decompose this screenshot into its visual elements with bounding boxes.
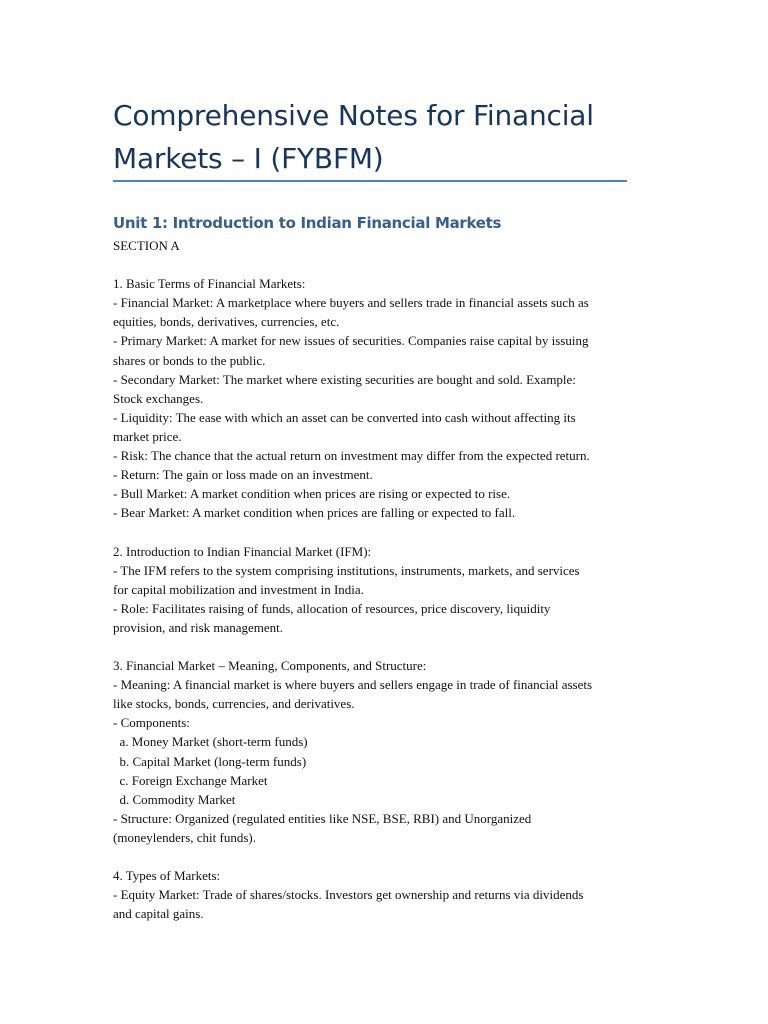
text-line: shares or bonds to the public. bbox=[113, 352, 266, 368]
text-line: for capital mobilization and investment in India. bbox=[113, 581, 364, 597]
text-line: - Meaning: A financial market is where buyers and sellers engage in trade of financial assets bbox=[113, 677, 593, 693]
text-line: 4. Types of Markets: bbox=[113, 868, 221, 884]
text-line: - Components: bbox=[113, 715, 190, 731]
text-line: - Role: Facilitates raising of funds, allocation of resources, price discovery, liquidity bbox=[113, 600, 551, 616]
text-line: a. Money Market (short-term funds) bbox=[113, 734, 308, 750]
text-line: equities, bonds, derivatives, currencies, etc. bbox=[113, 314, 340, 330]
text-line: Stock exchanges. bbox=[113, 390, 204, 406]
blank-line bbox=[113, 522, 658, 541]
text-line: - Bull Market: A market condition when prices are rising or expected to rise. bbox=[113, 486, 511, 502]
text-line: 1. Basic Terms of Financial Markets: bbox=[113, 276, 306, 292]
text-line: provision, and risk management. bbox=[113, 619, 284, 635]
text-line: - Structure: Organized (regulated entities like NSE, BSE, RBI) and Unorganized bbox=[113, 810, 532, 826]
text-line: - Secondary Market: The market where existing securities are bought and sold. Example: bbox=[113, 371, 576, 387]
document-title bbox=[113, 94, 633, 180]
text-line: b. Capital Market (long-term funds) bbox=[113, 753, 307, 769]
title-line-2: Markets – I (FYBFM) bbox=[113, 142, 384, 175]
title-underline bbox=[113, 180, 627, 182]
text-line: like stocks, bonds, currencies, and derivatives. bbox=[113, 696, 355, 712]
text-line: (moneylenders, chit funds). bbox=[113, 829, 256, 845]
blank-line bbox=[113, 637, 658, 656]
text-line: and capital gains. bbox=[113, 906, 204, 922]
text-line: - Liquidity: The ease with which an asset can be converted into cash without affecting its bbox=[113, 409, 576, 425]
section-label: SECTION A bbox=[113, 238, 180, 253]
text-line: - Financial Market: A marketplace where buyers and sellers trade in financial assets such as bbox=[113, 295, 589, 311]
text-line: d. Commodity Market bbox=[113, 791, 236, 807]
title-line-1: Comprehensive Notes for Financial bbox=[113, 99, 594, 132]
text-line: - Primary Market: A market for new issues of securities. Companies raise capital by issuing bbox=[113, 333, 589, 349]
text-line: 2. Introduction to Indian Financial Market (IFM): bbox=[113, 543, 372, 559]
text-line: c. Foreign Exchange Market bbox=[113, 772, 268, 788]
text-line: - Bear Market: A market condition when prices are falling or expected to fall. bbox=[113, 505, 516, 521]
text-line: market price. bbox=[113, 428, 182, 444]
text-line: 3. Financial Market – Meaning, Components, and Structure: bbox=[113, 658, 427, 674]
text-line: - Equity Market: Trade of shares/stocks. Investors get ownership and returns via dividends bbox=[113, 887, 584, 903]
blank-line bbox=[113, 847, 658, 866]
unit-heading: Unit 1: Introduction to Indian Financial Markets bbox=[113, 214, 502, 232]
text-line: - Risk: The chance that the actual return on investment may differ from the expected return. bbox=[113, 448, 590, 464]
body-text bbox=[113, 236, 658, 923]
blank-line bbox=[113, 255, 658, 274]
text-line: - Return: The gain or loss made on an investment. bbox=[113, 467, 373, 483]
text-line: - The IFM refers to the system comprising institutions, instruments, markets, and services bbox=[113, 562, 580, 578]
